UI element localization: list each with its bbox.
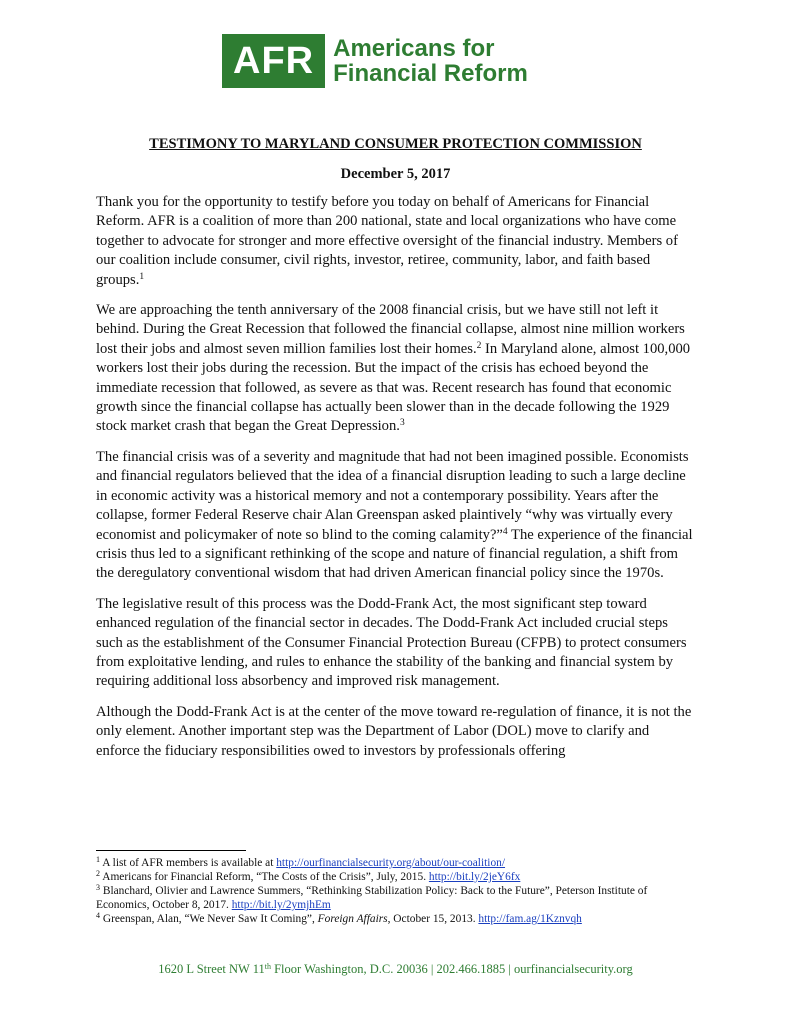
footnote-text: A list of AFR members is available at (102, 857, 277, 869)
footnote-text: Americans for Financial Reform, “The Costs of the Crisis”, July, 2015. (102, 871, 429, 883)
document-body (96, 193, 694, 772)
footnote-link[interactable]: http://bit.ly/2ymjhEm (231, 899, 331, 911)
footnotes (96, 856, 696, 926)
footer-address-start: 1620 L Street NW 11 (158, 962, 265, 976)
footnote-text: Blanchard, Olivier and Lawrence Summers, “Rethinking Stabilization Policy: Back to the Future”, Peterson Institute of Economics, October 8, 2017. (96, 885, 648, 911)
footnote-1 (96, 856, 696, 870)
footnote-number: 3 (96, 883, 100, 892)
logo-line-2: Financial Reform (333, 60, 528, 87)
footnote-italic-title: Foreign Affairs (317, 913, 388, 925)
footer-ordinal: th (264, 962, 271, 971)
paragraph-2 (96, 301, 694, 437)
paragraph-2-text-a: We are approaching the tenth anniversary of the 2008 financial crisis, but we have still not left it behind. During the Great Recession that followed the financial collapse, almost nine million workers lost their jobs and almost seven million families lost their homes. (96, 302, 685, 357)
logo-mark: AFR (222, 34, 325, 88)
paragraph-1-text: Thank you for the opportunity to testify before you today on behalf of Americans for Financial Reform. AFR is a coalition of more than 200 national, state and local organizations who have come together to advocate for stronger and more effective oversight of the financial industry. Members of our coalition include consumer, civil rights, investor, retiree, community, labor, and faith based groups. (96, 194, 678, 288)
paragraph-3 (96, 448, 694, 584)
footnote-3 (96, 884, 696, 912)
page-footer (0, 962, 791, 977)
paragraph-3-text-a: The financial crisis was of a severity and magnitude that had not been imagined possible. Economists and financial regulators believed that the idea of a financial disruption leading to such a large decline in economic activity was a historical memory and not a contemporary possibility. Years after the collapse, former Federal Reserve chair Alan Greenspan asked plaintively “why was virtually every economist and policymaker of note so blind to the coming calamity?” (96, 448, 689, 543)
footnote-2 (96, 870, 696, 884)
paragraph-5: Although the Dodd-Frank Act is at the center of the move toward re-regulation of finance, it is not the only element. Another important step was the Department of Labor (DOL) move to clarify and enforce the fiduciary responsibilities owed to investors by professionals offering (96, 703, 692, 759)
footer-address-end: Floor Washington, D.C. 20036 | 202.466.1885 | ourfinancialsecurity.org (270, 962, 633, 976)
document-title: TESTIMONY TO MARYLAND CONSUMER PROTECTION COMMISSION (149, 136, 642, 152)
footnote-4 (96, 912, 696, 926)
footnote-ref-2: 2 (476, 340, 482, 351)
paragraph-1 (96, 193, 694, 290)
footnote-number: 2 (96, 869, 100, 878)
footnote-text: Greenspan, Alan, “We Never Saw It Coming”, (102, 913, 318, 925)
footnote-number: 4 (96, 911, 100, 920)
footnote-number: 1 (96, 855, 100, 864)
paragraph-3-text-b: The experience of the financial crisis thus led to a significant rethinking of the scope and nature of financial regulation, a shift from the deregulatory conventional wisdom that had driven American financial policy since the 1970s. (96, 526, 693, 582)
footnote-link[interactable]: http://ourfinancialsecurity.org/about/our-coalition/ (276, 857, 506, 869)
footnote-link[interactable]: http://bit.ly/2jeY6fx (428, 871, 521, 883)
footnote-ref-4: 4 (502, 526, 508, 537)
footnote-ref-3: 3 (399, 418, 405, 429)
paragraph-2-text-b: In Maryland alone, almost 100,000 workers lost their jobs during the recession. But the impact of the crisis has echoed beyond the immediate recession that followed, as severe as that was. Recent research has found that economic growth since the financial collapse has actually been slower than in the decade following the 1929 stock market crash that began the Great Depression. (96, 340, 691, 435)
afr-logo (222, 34, 528, 88)
document-date: December 5, 2017 (340, 166, 451, 182)
footnote-ref-1: 1 (139, 271, 145, 282)
footnote-text-tail: , October 15, 2013. (387, 913, 479, 925)
paragraph-4: The legislative result of this process was the Dodd-Frank Act, the most significant step toward enhanced regulation of the financial sector in decades. The Dodd-Frank Act included crucial steps such as the establishment of the Consumer Financial Protection Bureau (CFPB) to protect consumers from exploitative lending, and rules to enhance the stability of the banking and financial system by requiring additional loss absorbency and improved risk management. (96, 595, 687, 690)
footnote-link[interactable]: http://fam.ag/1Kznvqh (478, 913, 582, 925)
footnote-divider (96, 850, 246, 851)
logo-wordmark (333, 36, 528, 86)
logo-line-1: Americans for (333, 35, 495, 62)
